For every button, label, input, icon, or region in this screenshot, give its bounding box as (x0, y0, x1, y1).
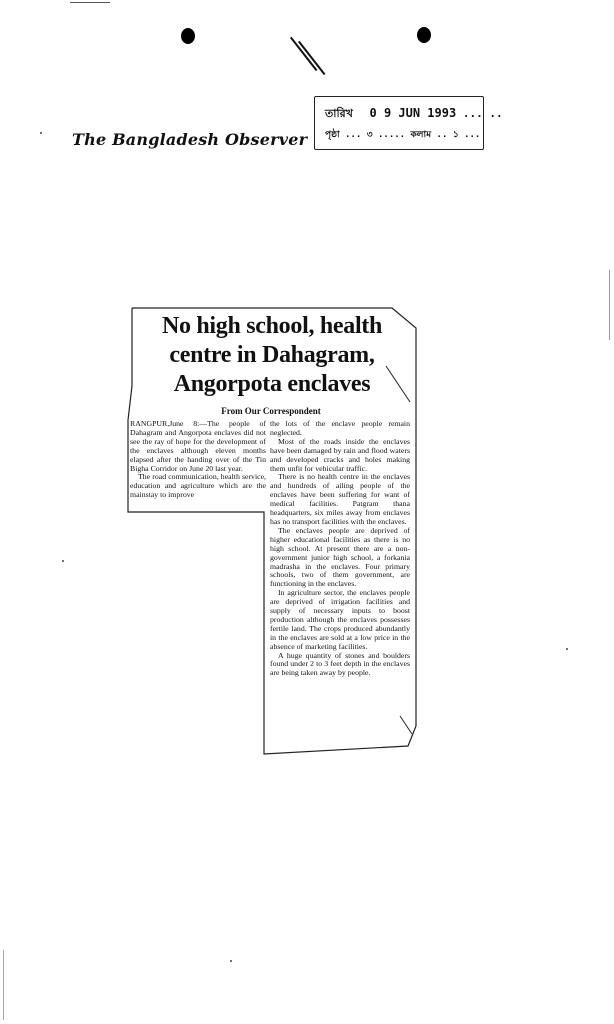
article-byline: From Our Correspondent (221, 406, 321, 416)
top-edge-mark (70, 2, 110, 3)
article-paragraph: the lots of the enclave people remain neglected. (270, 419, 410, 437)
stamp-date: 0 9 JUN 1993 (369, 106, 457, 120)
article-paragraph: A huge quantity of stones and boulders found under 2 to 3 feet depth in the enclaves are being taken away by people. (270, 650, 410, 678)
headline-line: Angorpota enclaves (173, 371, 371, 397)
article-paragraph: In agriculture sector, the enclaves people are deprived of irrigation facilities and supply of necessary inputs to boost production although the enclaves possesses fertile land. The crops produced abundantly in the enclaves are sold at a low price in the absence of marketing facilities. (270, 588, 410, 651)
article-paragraph: The road communication, health service, education and agriculture which are the mainstay to improve (130, 472, 266, 500)
speck (566, 648, 568, 650)
handwritten-mark (298, 41, 325, 75)
article-paragraph: Most of the roads inside the enclaves have been damaged by rain and flood waters and developed cracks and holes making them unfit for vehicular traffic. (270, 436, 410, 473)
paper-edge-mark (609, 270, 610, 340)
stamp-page-label: পৃষ্ঠা (325, 130, 340, 140)
speck (40, 132, 42, 134)
headline-line: No high school, health (161, 313, 383, 339)
paper-edge-mark (3, 950, 4, 1020)
speck (62, 560, 64, 562)
date-stamp: তারিখ 0 9 JUN 1993 ... .. পৃষ্ঠা ... ৩ ..... কলাম .. ১ ... (314, 96, 484, 150)
punch-hole-left (181, 28, 195, 44)
stamp-date-label: তারিখ (325, 107, 353, 120)
punch-hole-right (417, 27, 431, 43)
headline-line: centre in Dahagram, (169, 342, 375, 368)
speck (230, 960, 232, 962)
stamp-column: ১ (452, 130, 459, 140)
article-column-left (130, 420, 266, 500)
article-paragraph: There is no health centre in the enclaves and hundreds of ailing people of the enclaves have been suffering for want of medical facilities. Patgram thana headquarters, six miles away from enclaves has no transport facilities with the enclaves. (270, 472, 410, 526)
news-clipping (124, 306, 418, 758)
newspaper-masthead: The Bangladesh Observer (72, 130, 308, 149)
article-paragraph: RANGPUR,June 8:—The people of Dahagram and Angorpota enclaves did not see the ray of hope for the development of the enclaves although eleven months elapsed after the handing over of the Tin Bigha Corridor on June 20 last year. (130, 419, 266, 473)
stamp-column-label: কলাম (410, 130, 432, 140)
article-column-right (270, 420, 410, 678)
handwritten-mark (290, 37, 317, 71)
article-headline (132, 312, 412, 399)
article-paragraph: The enclaves people are deprived of higher educational facilities as there is no high school. At present there are a non-government junior high school, a forkania madrasha in the enclaves. Four primary schools, two of them government, are functioning in the enclaves. (270, 525, 410, 589)
stamp-page: ৩ (366, 130, 373, 140)
